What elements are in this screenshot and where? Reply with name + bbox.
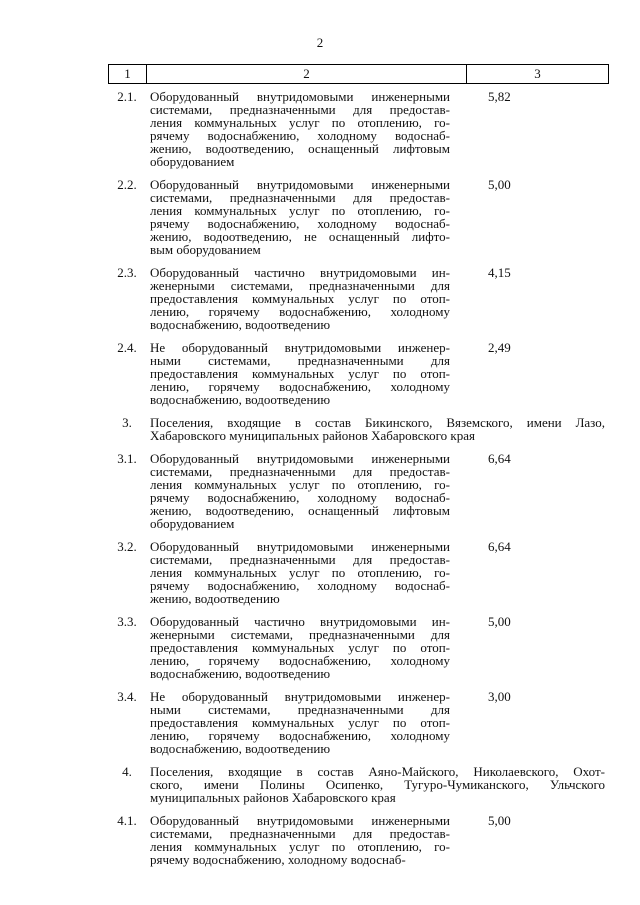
row-number: 3.1. [117, 451, 137, 466]
description-line: Оборудованный внутридомовыми инженерными [150, 89, 450, 104]
row-description [150, 416, 605, 442]
description-line: оборудованием [150, 516, 235, 531]
description-line: предоставления коммунальных услуг по отоп- [150, 291, 450, 306]
table-row [108, 452, 609, 530]
row-value: 2,49 [488, 340, 511, 355]
description-line: жению, водоотведению, оснащенный лифтовым [150, 503, 450, 518]
description-line: системами, предназначенными для предостав- [150, 552, 450, 567]
row-number: 4.1. [117, 813, 137, 828]
table-row [108, 266, 609, 331]
header-col-2: 2 [147, 65, 467, 83]
table-row [108, 615, 609, 680]
section-row [108, 765, 609, 804]
description-line: системами, предназначенными для предостав- [150, 464, 450, 479]
description-line: системами, предназначенными для предостав- [150, 190, 450, 205]
description-line: ными системами, предназначенными для [150, 702, 450, 717]
table-row [108, 814, 609, 866]
row-description [150, 690, 450, 755]
row-value: 5,82 [488, 89, 511, 104]
description-line: ления коммунальных услуг по отоплению, го- [150, 477, 450, 492]
description-line: системами, предназначенными для предостав- [150, 826, 450, 841]
row-description [150, 765, 605, 804]
description-line: водоснабжению, водоотведению [150, 741, 331, 756]
description-line: Оборудованный частично внутридомовыми ин- [150, 265, 450, 280]
row-number: 2.1. [117, 89, 137, 104]
table-row [108, 341, 609, 406]
description-line: женерными системами, предназначенными для [150, 278, 450, 293]
description-line: рячему водоснабжению, холодному водоснаб- [150, 490, 450, 505]
description-line: Оборудованный внутридомовыми инженерными [150, 451, 450, 466]
description-line: ления коммунальных услуг по отоплению, го- [150, 565, 450, 580]
description-line: водоснабжению, водоотведению [150, 317, 331, 332]
row-description [150, 814, 450, 866]
row-number: 4. [122, 764, 132, 779]
description-line: Не оборудованный внутридомовыми инженер- [150, 689, 450, 704]
row-description [150, 266, 450, 331]
table-row [108, 690, 609, 755]
row-number: 3.4. [117, 689, 137, 704]
header-col-1: 1 [109, 65, 147, 83]
row-number: 2.3. [117, 265, 137, 280]
description-line: предоставления коммунальных услуг по отоп- [150, 640, 450, 655]
description-line: лению, горячему водоснабжению, холодному [150, 379, 450, 394]
row-value: 5,00 [488, 614, 511, 629]
row-value: 3,00 [488, 689, 511, 704]
description-line: лению, горячему водоснабжению, холодному [150, 653, 450, 668]
description-line: Оборудованный внутридомовыми инженерными [150, 177, 450, 192]
description-line: женерными системами, предназначенными для [150, 627, 450, 642]
description-line: ления коммунальных услуг по отоплению, го- [150, 203, 450, 218]
description-line: Оборудованный внутридомовыми инженерными [150, 539, 450, 554]
description-line: рячему водоснабжению, холодному водоснаб- [150, 578, 450, 593]
description-line: системами, предназначенными для предостав- [150, 102, 450, 117]
row-value: 6,64 [488, 539, 511, 554]
row-description [150, 90, 450, 168]
row-value: 5,00 [488, 813, 511, 828]
description-line: рячему водоснабжению, холодному водоснаб- [150, 216, 450, 231]
table-row [108, 178, 609, 256]
description-line: рячему водоснабжению, холодному водоснаб- [150, 852, 406, 867]
description-line: жению, водоотведению, не оснащенный лифто- [150, 229, 450, 244]
description-line: жению, водоотведению [150, 591, 280, 606]
description-line: Оборудованный частично внутридомовыми ин- [150, 614, 450, 629]
row-number: 3.2. [117, 539, 137, 554]
description-line: лению, горячему водоснабжению, холодному [150, 728, 450, 743]
row-number: 2.2. [117, 177, 137, 192]
description-line: водоснабжению, водоотведению [150, 666, 331, 681]
description-line: Поселения, входящие в состав Аяно-Майского, Николаевского, Охот- [150, 764, 605, 779]
description-line: ными системами, предназначенными для [150, 353, 450, 368]
description-line: предоставления коммунальных услуг по отоп- [150, 715, 450, 730]
description-line: предоставления коммунальных услуг по отоп- [150, 366, 450, 381]
description-line: муниципальных районов Хабаровского края [150, 790, 396, 805]
row-value: 5,00 [488, 177, 511, 192]
row-value: 4,15 [488, 265, 511, 280]
row-description [150, 341, 450, 406]
table-row [108, 90, 609, 168]
header-col-3: 3 [534, 66, 541, 81]
description-line: Поселения, входящие в состав Бикинского, Вяземского, имени Лазо, [150, 415, 605, 430]
table-header [108, 64, 609, 84]
description-line: оборудованием [150, 154, 235, 169]
description-line: лению, горячему водоснабжению, холодному [150, 304, 450, 319]
row-description [150, 452, 450, 530]
description-line: Оборудованный внутридомовыми инженерными [150, 813, 450, 828]
description-line: Не оборудованный внутридомовыми инженер- [150, 340, 450, 355]
description-line: жению, водоотведению, оснащенный лифтовым [150, 141, 450, 156]
table-row [108, 540, 609, 605]
description-line: водоснабжению, водоотведению [150, 392, 331, 407]
row-description [150, 540, 450, 605]
row-number: 2.4. [117, 340, 137, 355]
page-number: 2 [316, 35, 324, 50]
description-line: вым оборудованием [150, 242, 261, 257]
row-value: 6,64 [488, 451, 511, 466]
description-line: рячему водоснабжению, холодному водоснаб- [150, 128, 450, 143]
row-description [150, 178, 450, 256]
description-line: Хабаровского муниципальных районов Хабаровского края [150, 428, 475, 443]
row-number: 3.3. [117, 614, 137, 629]
description-line: ления коммунальных услуг по отоплению, го- [150, 115, 450, 130]
description-line: ления коммунальных услуг по отоплению, го- [150, 839, 450, 854]
section-row [108, 416, 609, 442]
row-number: 3. [122, 415, 132, 430]
row-description [150, 615, 450, 680]
description-line: ского, имени Полины Осипенко, Тугуро-Чумиканского, Ульчского [150, 777, 605, 792]
table-body [108, 90, 609, 876]
